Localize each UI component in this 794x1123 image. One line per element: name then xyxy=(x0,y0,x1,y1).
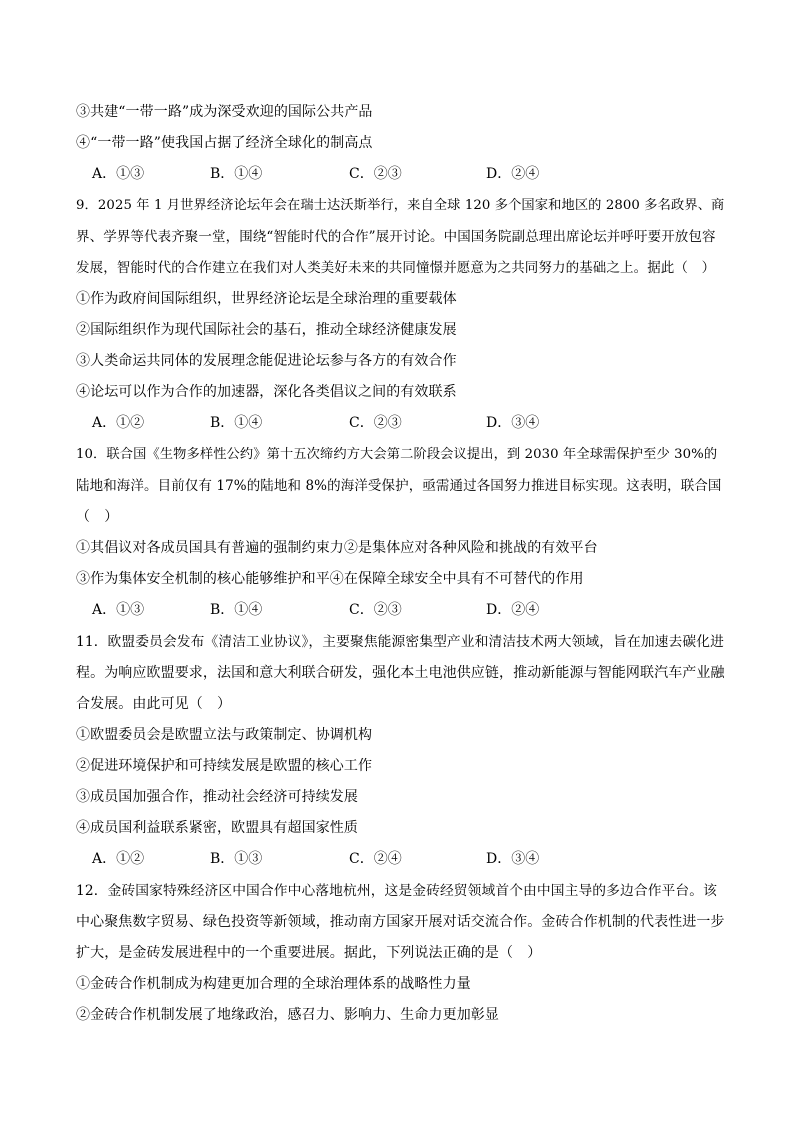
q8-statement-3: ③共建“一带一路”成为深受欢迎的国际公共产品 xyxy=(76,104,373,120)
q10-stem-line-3: （ ） xyxy=(76,509,119,525)
q11-statement-2: ②促进环境保护和可持续发展是欧盟的核心工作 xyxy=(76,758,373,774)
q10-option-a[interactable]: A．①③ xyxy=(92,602,145,618)
q12-stem-line-3: 扩大，是金砖发展进程中的一个重要进展。据此，下列说法正确的是（ ） xyxy=(76,945,542,961)
q9-option-c[interactable]: C．②③ xyxy=(349,415,402,431)
q8-option-a[interactable]: A．①③ xyxy=(92,166,145,182)
q11-stem-line-1: 11．欧盟委员会发布《清洁工业协议》，主要聚焦能源密集型产业和清洁技术两大领域，旨在加速去碳化进 xyxy=(76,634,724,650)
q9-statement-2: ②国际组织作为现代国际社会的基石，推动全球经济健康发展 xyxy=(76,322,457,338)
q8-option-d[interactable]: D．②④ xyxy=(486,166,540,182)
q12-statement-2: ②金砖合作机制发展了地缘政治，感召力、影响力、生命力更加彰显 xyxy=(76,1007,499,1023)
q11-options xyxy=(92,849,732,869)
q12-stem-line-1: 12．金砖国家特殊经济区中国合作中心落地杭州，这是金砖经贸领域首个由中国主导的多边合作平台。该 xyxy=(76,883,717,899)
q9-option-d[interactable]: D．③④ xyxy=(486,415,540,431)
q12-statement-1: ①金砖合作机制成为构建更加合理的全球治理体系的战略性力量 xyxy=(76,976,471,992)
q10-stem-line-1: 10．联合国《生物多样性公约》第十五次缔约方大会第二阶段会议提出，到 2030 年全球需保护至少 30%的 xyxy=(76,447,718,462)
q9-option-b[interactable]: B．①④ xyxy=(210,415,263,431)
q8-option-b[interactable]: B．①④ xyxy=(210,166,263,182)
q10-stem-line-2: 陆地和海洋。目前仅有 17%的陆地和 8%的海洋受保护，亟需通过各国努力推进目标实现。这表明，联合国 xyxy=(76,478,722,494)
q11-option-b[interactable]: B．①③ xyxy=(210,851,263,867)
q11-statement-4: ④成员国利益联系紧密，欧盟具有超国家性质 xyxy=(76,820,358,836)
q9-statement-1: ①作为政府间国际组织，世界经济论坛是全球治理的重要载体 xyxy=(76,291,457,307)
q8-statement-4: ④“一带一路”使我国占据了经济全球化的制高点 xyxy=(76,135,373,151)
q10-option-d[interactable]: D．②④ xyxy=(486,602,540,618)
q9-stem-line-2: 界、学界等代表齐聚一堂，围绕“智能时代的合作”展开讨论。中国国务院副总理出席论坛并呼吁要开放包容 xyxy=(76,229,716,245)
q9-stem-line-1: 9．2025 年 1 月世界经济论坛年会在瑞士达沃斯举行，来自全球 120 多个国家和地区的 2800 多名政界、商 xyxy=(76,198,725,213)
q11-option-c[interactable]: C．②④ xyxy=(349,851,402,867)
q11-stem-line-3: 合发展。由此可见（ ） xyxy=(76,696,232,712)
q10-statement-line-1: ①其倡议对各成员国具有普遍的强制约束力②是集体应对各种风险和挑战的有效平台 xyxy=(76,540,598,556)
q10-options xyxy=(92,600,732,620)
q10-statement-line-2: ③作为集体安全机制的核心能够维护和平④在保障全球安全中具有不可替代的作用 xyxy=(76,571,584,587)
q8-option-c[interactable]: C．②③ xyxy=(349,166,402,182)
q11-option-d[interactable]: D．③④ xyxy=(486,851,540,867)
q11-statement-3: ③成员国加强合作，推动社会经济可持续发展 xyxy=(76,789,358,805)
q11-option-a[interactable]: A．①② xyxy=(92,851,145,867)
q9-statement-3: ③人类命运共同体的发展理念能促进论坛参与各方的有效合作 xyxy=(76,353,457,369)
q10-option-b[interactable]: B．①④ xyxy=(210,602,263,618)
q9-stem-line-3: 发展，智能时代的合作建立在我们对人类美好未来的共同憧憬并愿意为之共同努力的基础之上。据此（ ） xyxy=(76,260,716,276)
q9-options xyxy=(92,413,732,433)
q9-statement-4: ④论坛可以作为合作的加速器，深化各类倡议之间的有效联系 xyxy=(76,384,457,400)
q8-options xyxy=(92,164,732,184)
q9-option-a[interactable]: A．①② xyxy=(92,415,145,431)
q12-stem-line-2: 中心聚焦数字贸易、绿色投资等新领域，推动南方国家开展对话交流合作。金砖合作机制的代表性进一步 xyxy=(76,914,725,930)
q10-option-c[interactable]: C．②③ xyxy=(349,602,402,618)
q11-statement-1: ①欧盟委员会是欧盟立法与政策制定、协调机构 xyxy=(76,727,373,743)
q11-stem-line-2: 程。为响应欧盟要求，法国和意大利联合研发，强化本土电池供应链，推动新能源与智能网联汽车产业融 xyxy=(76,665,725,681)
